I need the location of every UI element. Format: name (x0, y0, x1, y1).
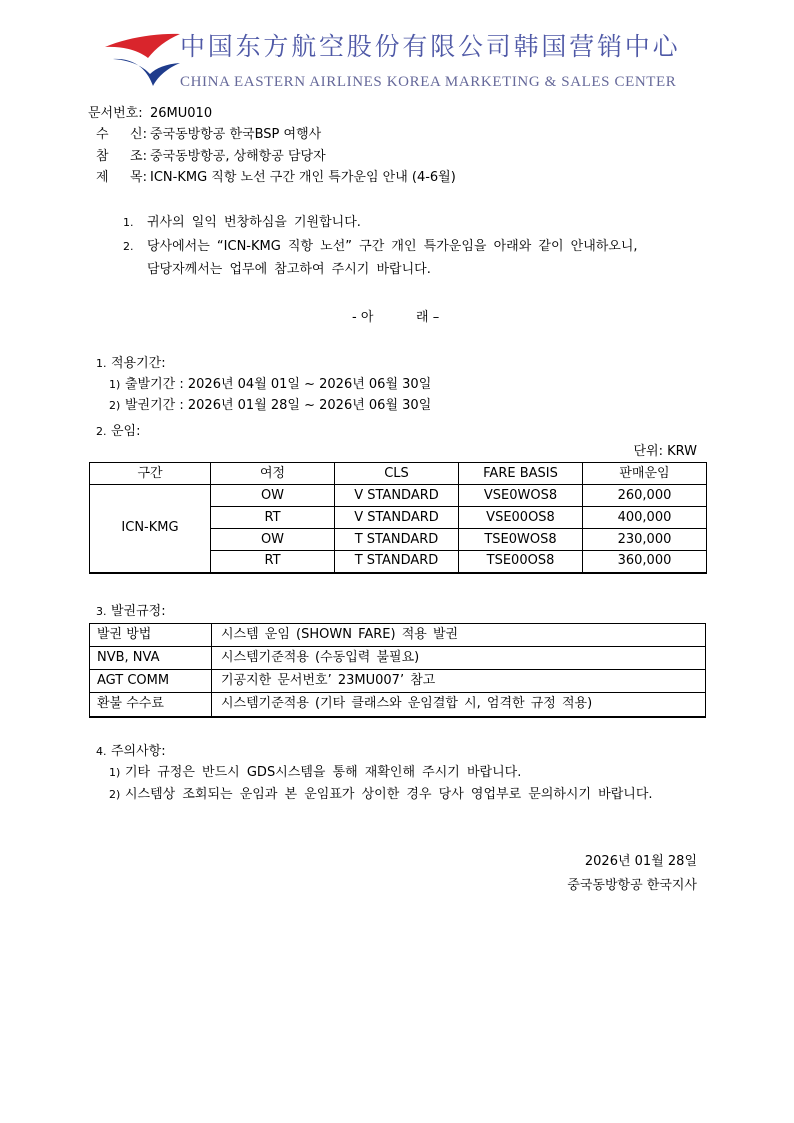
rule-value: 시스템기준적용 (기타 클래스와 운임결합 시, 엄격한 규정 적용) (212, 693, 706, 717)
column-header-route: 구간 (90, 463, 211, 485)
rule-value: 시스템 운임 (SHOWN FARE) 적용 발권 (212, 624, 706, 647)
fare-cell: 260,000 (583, 485, 707, 507)
intro-number: 1. (123, 216, 134, 229)
fare-basis-cell: VSE00OS8 (459, 507, 583, 529)
section-title-period: 적용기간: (111, 356, 166, 371)
section-number: 1. (96, 357, 107, 370)
journey-cell: RT (211, 507, 335, 529)
class-cell: T STANDARD (335, 529, 459, 551)
class-cell: V STANDARD (335, 485, 459, 507)
column-header-fare: 판매운임 (583, 463, 707, 485)
subject-label-part: 목: (130, 170, 147, 185)
fare-cell: 400,000 (583, 507, 707, 529)
ticketing-rules-table (89, 623, 706, 718)
section-number: 4. (96, 745, 107, 758)
class-cell: V STANDARD (335, 507, 459, 529)
section-number: 3. (96, 605, 107, 618)
fare-basis-cell: TSE00OS8 (459, 551, 583, 573)
issue-date: 2026년 01월 28일 (584, 854, 697, 869)
fare-cell: 360,000 (583, 551, 707, 573)
doc-number-label: 문서번호: (88, 106, 143, 121)
table-row (90, 670, 706, 693)
subject-value: ICN-KMG 직항 노선 구간 개인 특가운임 안내 (4-6월) (150, 170, 456, 185)
subject-row (88, 169, 456, 187)
journey-cell: RT (211, 551, 335, 573)
section-title-notes: 주의사항: (111, 744, 166, 759)
list-item-number: 2) (109, 788, 121, 801)
journey-cell: OW (211, 485, 335, 507)
recipient-label (88, 126, 147, 144)
table-row (90, 485, 707, 507)
departure-period: 출발기간 : 2026년 04월 01일 ~ 2026년 06월 30일 (125, 377, 432, 392)
below-marker-left: - 아 (352, 310, 374, 325)
issuer-name: 중국동방항공 한국지사 (567, 878, 697, 893)
column-header-journey: 여정 (211, 463, 335, 485)
section-number: 2. (96, 425, 107, 438)
currency-unit: 단위: KRW (633, 444, 697, 459)
intro-number: 2. (123, 240, 134, 253)
fare-basis-cell: TSE0WOS8 (459, 529, 583, 551)
route-cell: ICN-KMG (90, 485, 211, 573)
journey-cell: OW (211, 529, 335, 551)
table-row (90, 624, 706, 647)
rule-label: 발권 방법 (90, 624, 212, 647)
table-row (90, 693, 706, 717)
company-name-chinese: 中国东方航空股份有限公司韩国营销中心 (180, 32, 681, 61)
ticketing-period: 발권기간 : 2026년 01월 28일 ~ 2026년 06월 30일 (125, 398, 432, 413)
doc-number-row (88, 105, 212, 123)
section-title-fare: 운임: (111, 424, 141, 439)
rule-label: NVB, NVA (90, 647, 212, 670)
intro-text: 귀사의 일익 번창하심을 기원합니다. (147, 215, 361, 230)
table-row (90, 647, 706, 670)
list-item-number: 1) (109, 378, 121, 391)
column-header-fare-basis: FARE BASIS (459, 463, 583, 485)
rule-label: 환불 수수료 (90, 693, 212, 717)
reference-label (88, 148, 147, 166)
fare-basis-cell: VSE0WOS8 (459, 485, 583, 507)
class-cell: T STANDARD (335, 551, 459, 573)
rule-label: AGT COMM (90, 670, 212, 693)
china-eastern-logo-icon (104, 30, 180, 88)
list-item-number: 1) (109, 766, 121, 779)
rule-value: 시스템기준적용 (수동입력 불필요) (212, 647, 706, 670)
section-title-ticketing: 발권규정: (111, 604, 166, 619)
intro-text: 당사에서는 “ICN-KMG 직항 노선” 구간 개인 특가운임을 아래와 같이 안내하오니, (147, 239, 638, 254)
intro-text: 담당자께서는 업무에 참고하여 주시기 바랍니다. (147, 262, 431, 277)
recipient-value: 중국동방항공 한국BSP 여행사 (150, 127, 322, 142)
company-name-english: CHINA EASTERN AIRLINES KOREA MARKETING & SALES CENTER (180, 74, 677, 90)
recipient-label-part: 신: (130, 127, 147, 142)
subject-label (88, 169, 147, 187)
reference-row (88, 148, 326, 166)
fare-table (89, 462, 707, 574)
fare-cell: 230,000 (583, 529, 707, 551)
doc-number-value: 26MU010 (150, 106, 213, 121)
reference-label-part: 참 (96, 149, 109, 164)
list-item-number: 2) (109, 399, 121, 412)
logo-red-wing (105, 34, 180, 58)
reference-value: 중국동방항공, 상해항공 담당자 (150, 149, 326, 164)
fare-table-header-row (90, 463, 707, 485)
reference-label-part: 조: (130, 149, 147, 164)
rule-value: 기공지한 문서번호’ 23MU007’ 참고 (212, 670, 706, 693)
below-marker-right: 래 – (416, 310, 440, 325)
subject-label-part: 제 (96, 170, 109, 185)
column-header-class: CLS (335, 463, 459, 485)
logo-blue-tail (113, 59, 180, 86)
note-text: 시스템상 조회되는 운임과 본 운임표가 상이한 경우 당사 영업부로 문의하시기 바랍니다. (125, 787, 653, 802)
recipient-label-part: 수 (96, 127, 109, 142)
note-text: 기타 규정은 반드시 GDS시스템을 통해 재확인해 주시기 바랍니다. (125, 765, 522, 780)
recipient-row (88, 126, 321, 144)
